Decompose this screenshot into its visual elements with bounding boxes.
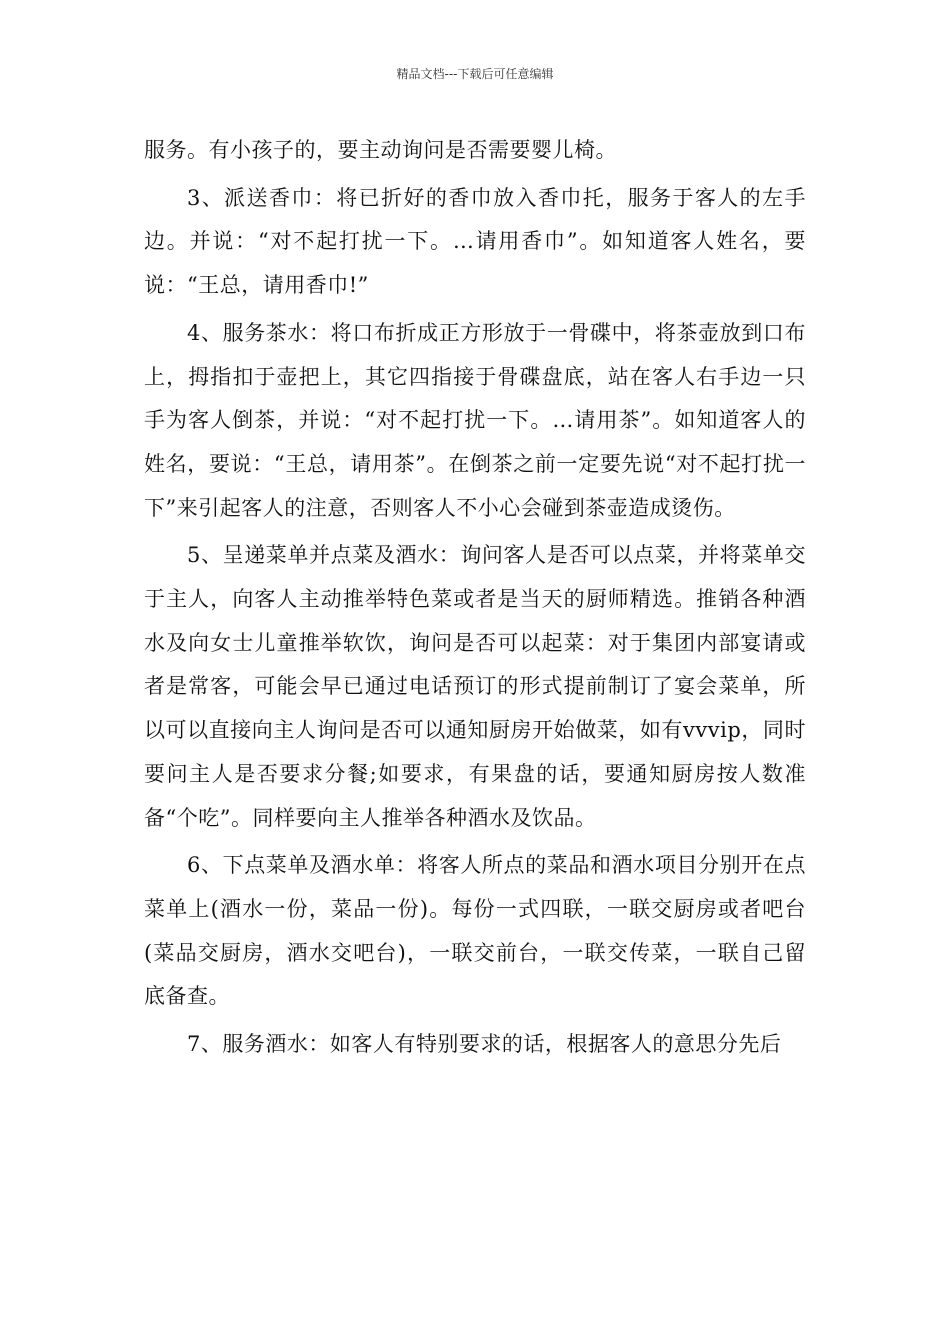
paragraph-item-4: 4、服务茶水：将口布折成正方形放于一骨碟中，将茶壶放到口布上，拇指扣于壶把上，其它四指接于骨碟盘底，站在客人右手边一只手为客人倒茶，并说：“对不起打扰一下。…请用茶”。如知道客人的姓名，要说：“王总，请用茶”。在倒茶之前一定要先说“对不起打扰一下”来引起客人的注意，否则客人不小心会碰到茶壶造成烫伤。	[144, 320, 806, 520]
paragraph-continuation: 服务。有小孩子的，要主动询问是否需要婴儿椅。	[144, 138, 617, 162]
paragraph-item-3: 3、派送香巾：将已折好的香巾放入香巾托，服务于客人的左手边。并说：“对不起打扰一下。…请用香巾”。如知道客人姓名，要说：“王总，请用香巾!”	[144, 185, 806, 298]
paragraph-item-5: 5、呈递菜单并点菜及酒水：询问客人是否可以点菜，并将菜单交于主人，向客人主动推举特色菜或者是当天的厨师精选。推销各种酒水及向女士儿童推举软饮，询问是否可以起菜：对于集团内部宴请或者是常客，可能会早已通过电话预订的形式提前制订了宴会菜单，所以可以直接向主人询问是否可以通知厨房开始做菜，如有vvvip，同时要问主人是否要求分餐;如要求，有果盘的话，要通知厨房按人数准备“个吃”。同样要向主人推举各种酒水及饮品。	[144, 543, 806, 830]
document-body	[144, 129, 806, 1071]
paragraph-item-7: 7、服务酒水：如客人有特别要求的话，根据客人的意思分先后	[187, 1032, 782, 1057]
paragraph-item-6: 6、下点菜单及酒水单：将客人所点的菜品和酒水项目分别开在点菜单上(酒水一份，菜品一份)。每份一式四联，一联交厨房或者吧台(菜品交厨房，酒水交吧台)，一联交前台，一联交传菜，一联自己留底备查。	[144, 853, 806, 1009]
page-header: 精品文档---下载后可任意编辑	[396, 67, 554, 81]
